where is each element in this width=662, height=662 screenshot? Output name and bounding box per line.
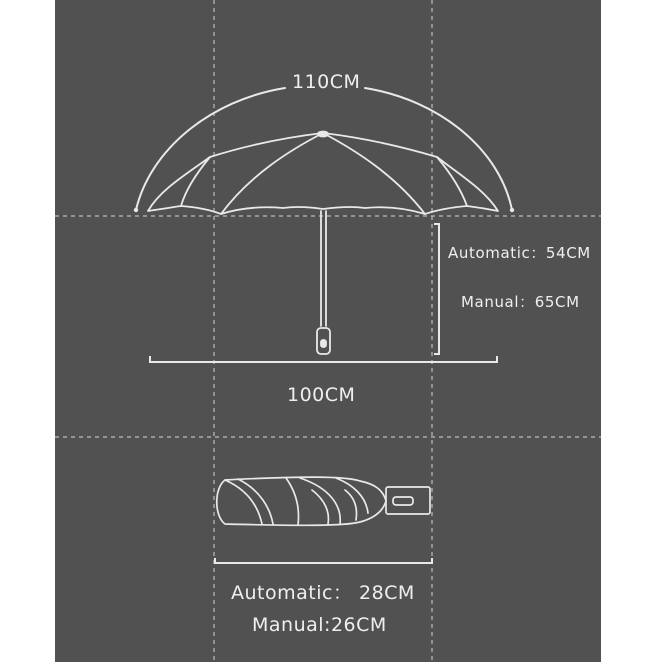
folded-length-automatic-label: Automatic： 28CM: [231, 582, 415, 604]
handle-button: [321, 340, 326, 347]
canopy-top-cap: [318, 132, 328, 137]
height-manual-label: Manual：65CM: [461, 293, 580, 311]
arc-span-label: 110CM: [292, 71, 361, 93]
open-width-label: 100CM: [287, 384, 356, 406]
folded-length-manual-label: Manual:26CM: [252, 614, 387, 636]
height-automatic-label: Automatic：54CM: [448, 244, 591, 262]
arc-end-dot-left: [134, 208, 138, 212]
arc-end-dot-right: [510, 208, 514, 212]
